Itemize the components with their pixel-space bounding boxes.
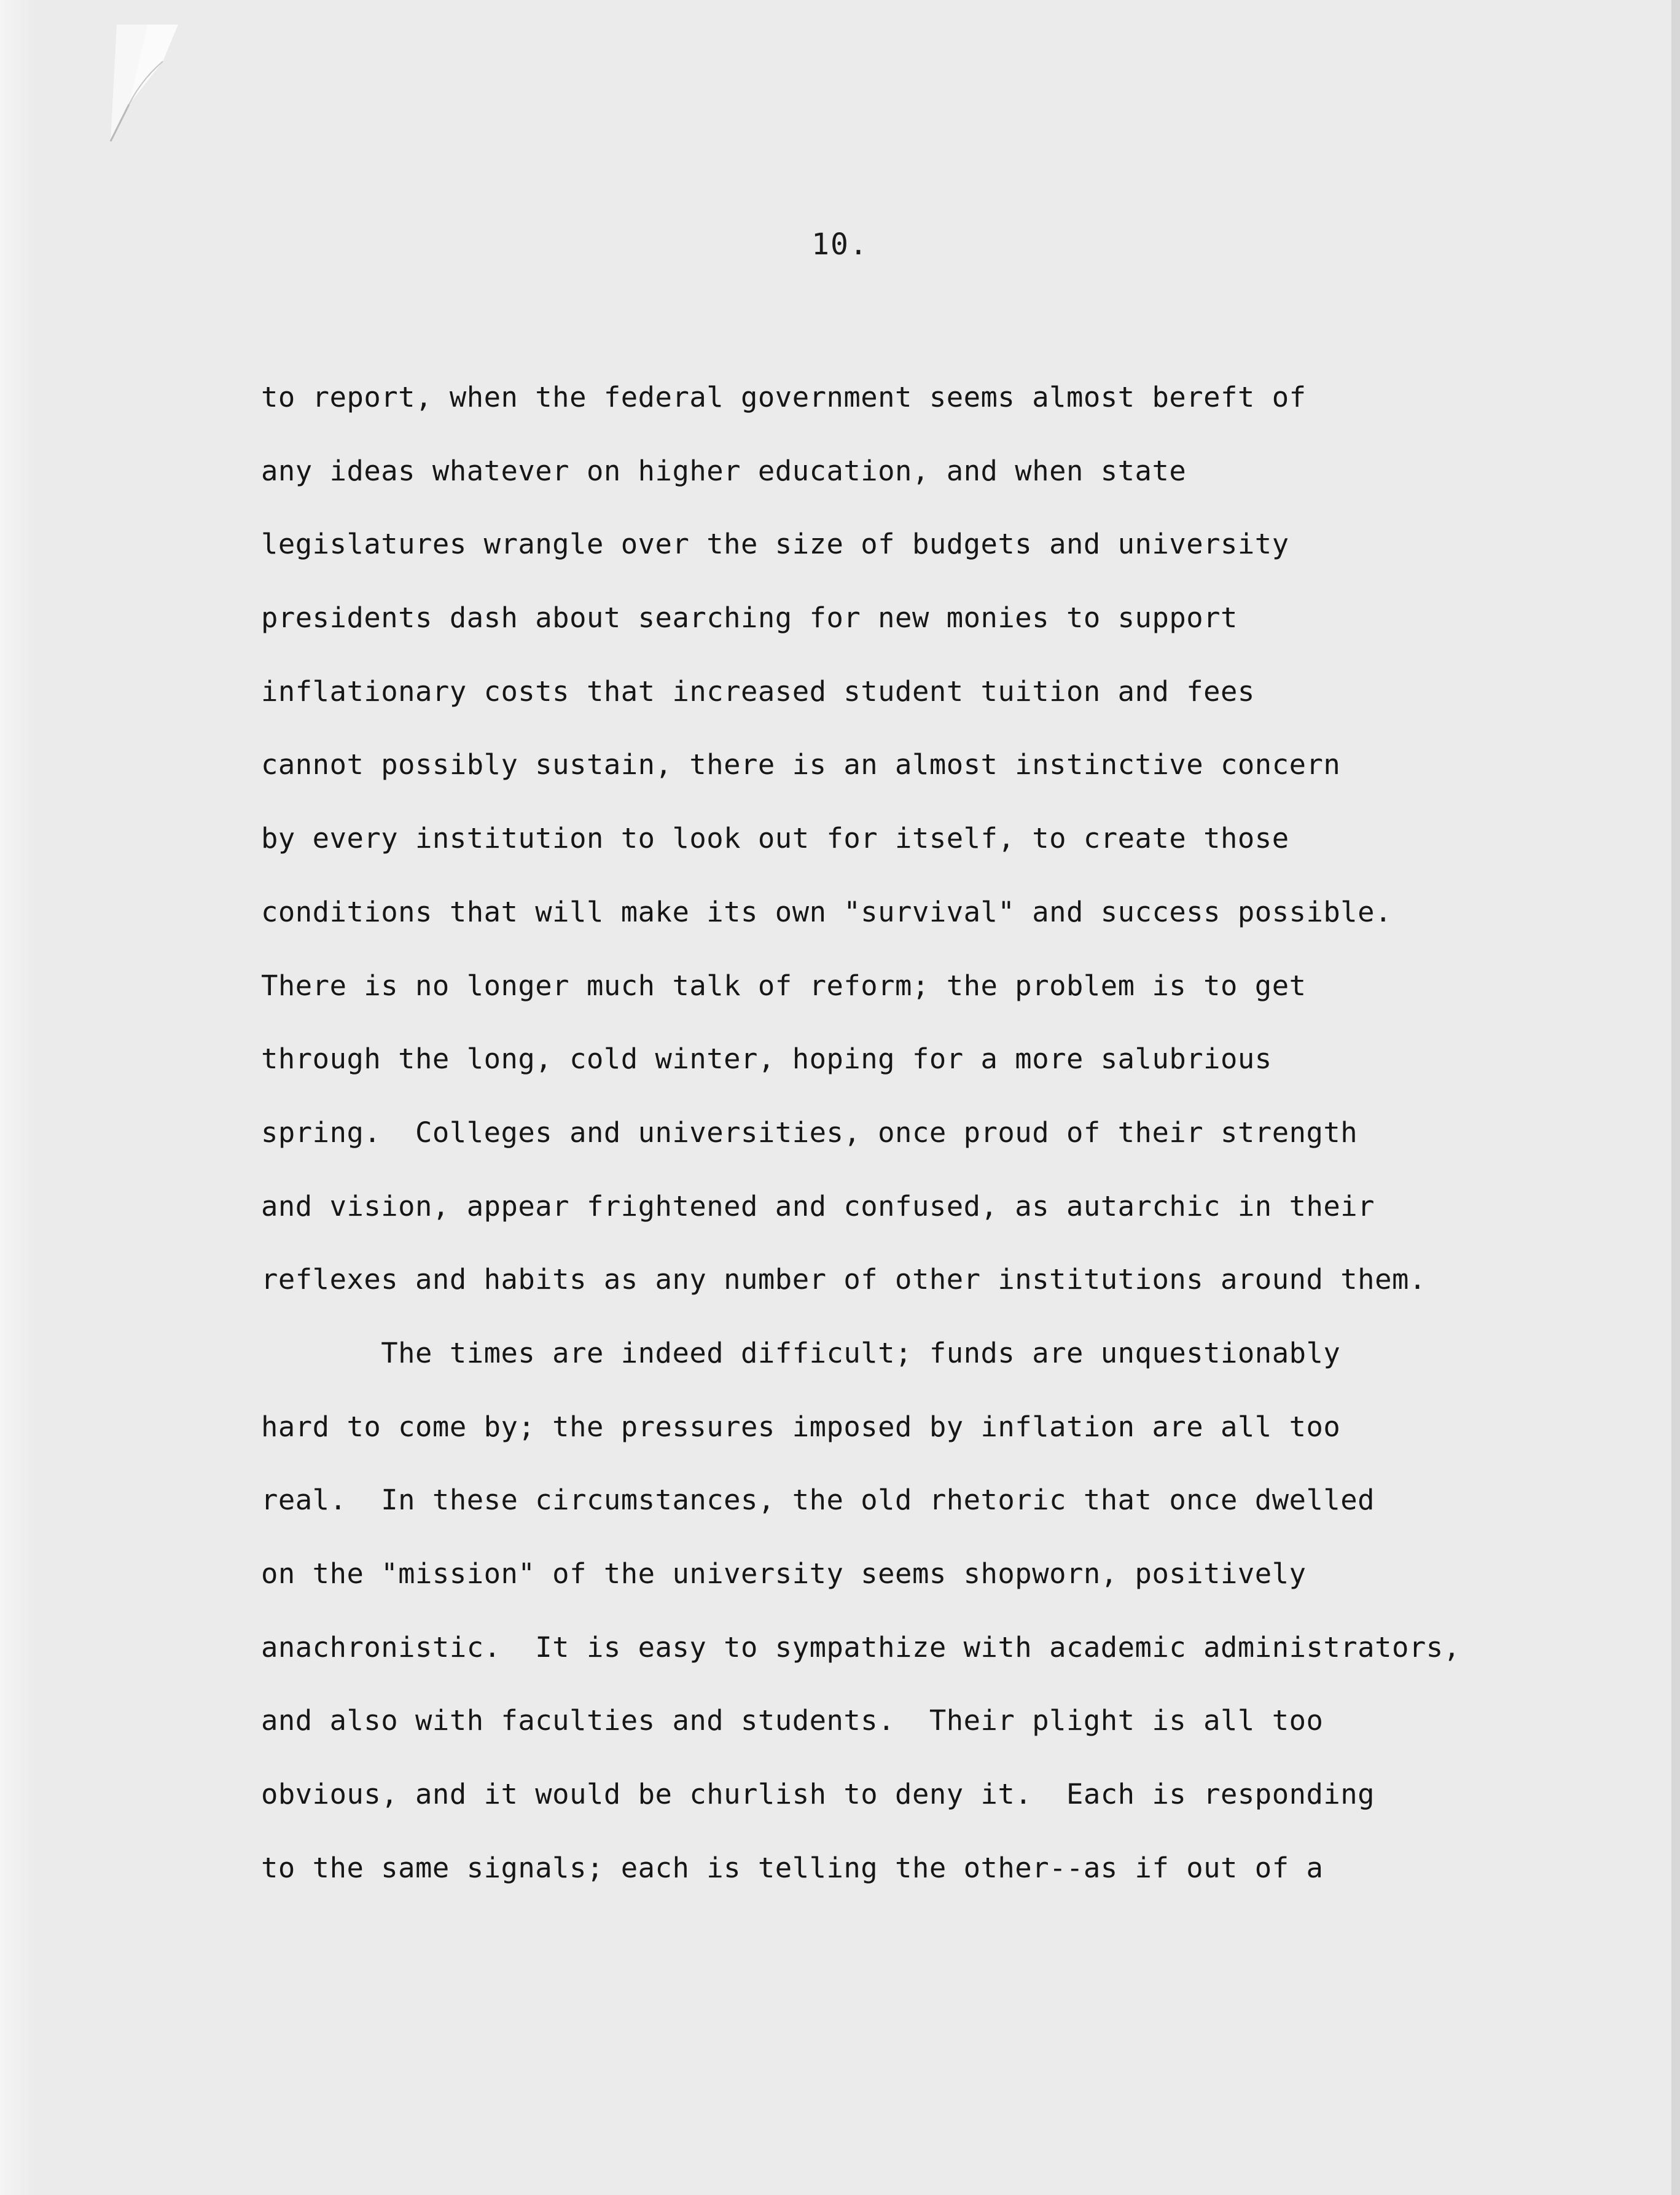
text-line: hard to come by; the pressures imposed by inflation are all too	[261, 1410, 1341, 1443]
text-line: and also with faculties and students. Their plight is all too	[261, 1704, 1324, 1737]
text-line: and vision, appear frightened and confused, as autarchic in their	[261, 1189, 1375, 1223]
text-line: anachronistic. It is easy to sympathize with academic administrators,	[261, 1630, 1461, 1664]
text-line: to the same signals; each is telling the other--as if out of a	[261, 1851, 1324, 1884]
page-corner-curl	[104, 25, 215, 147]
text-line: presidents dash about searching for new monies to support	[261, 601, 1238, 635]
text-line: through the long, cold winter, hoping for a more salubrious	[261, 1043, 1272, 1076]
text-line: legislatures wrangle over the size of budgets and university	[261, 528, 1289, 561]
text-line: inflationary costs that increased student tuition and fees	[261, 675, 1255, 708]
text-line: any ideas whatever on higher education, and when state	[261, 454, 1187, 487]
text-line: on the "mission" of the university seems shopworn, positively	[261, 1557, 1307, 1590]
text-line: real. In these circumstances, the old rhetoric that once dwelled	[261, 1484, 1375, 1517]
text-line: reflexes and habits as any number of other institutions around them.	[261, 1263, 1426, 1296]
text-line: There is no longer much talk of reform; the problem is to get	[261, 969, 1307, 1002]
body-text	[261, 372, 1643, 1915]
paragraph-start-line: The times are indeed difficult; funds are unquestionably	[261, 1336, 1341, 1369]
text-line: conditions that will make its own "survival" and success possible.	[261, 895, 1392, 928]
text-line: by every institution to look out for itself, to create those	[261, 822, 1289, 855]
page-number: 10.	[811, 227, 869, 262]
text-line: to report, when the federal government seems almost bereft of	[261, 381, 1307, 413]
text-line: cannot possibly sustain, there is an almost instinctive concern	[261, 748, 1341, 781]
text-line: obvious, and it would be churlish to deny it. Each is responding	[261, 1778, 1375, 1811]
text-line: spring. Colleges and universities, once proud of their strength	[261, 1116, 1358, 1149]
